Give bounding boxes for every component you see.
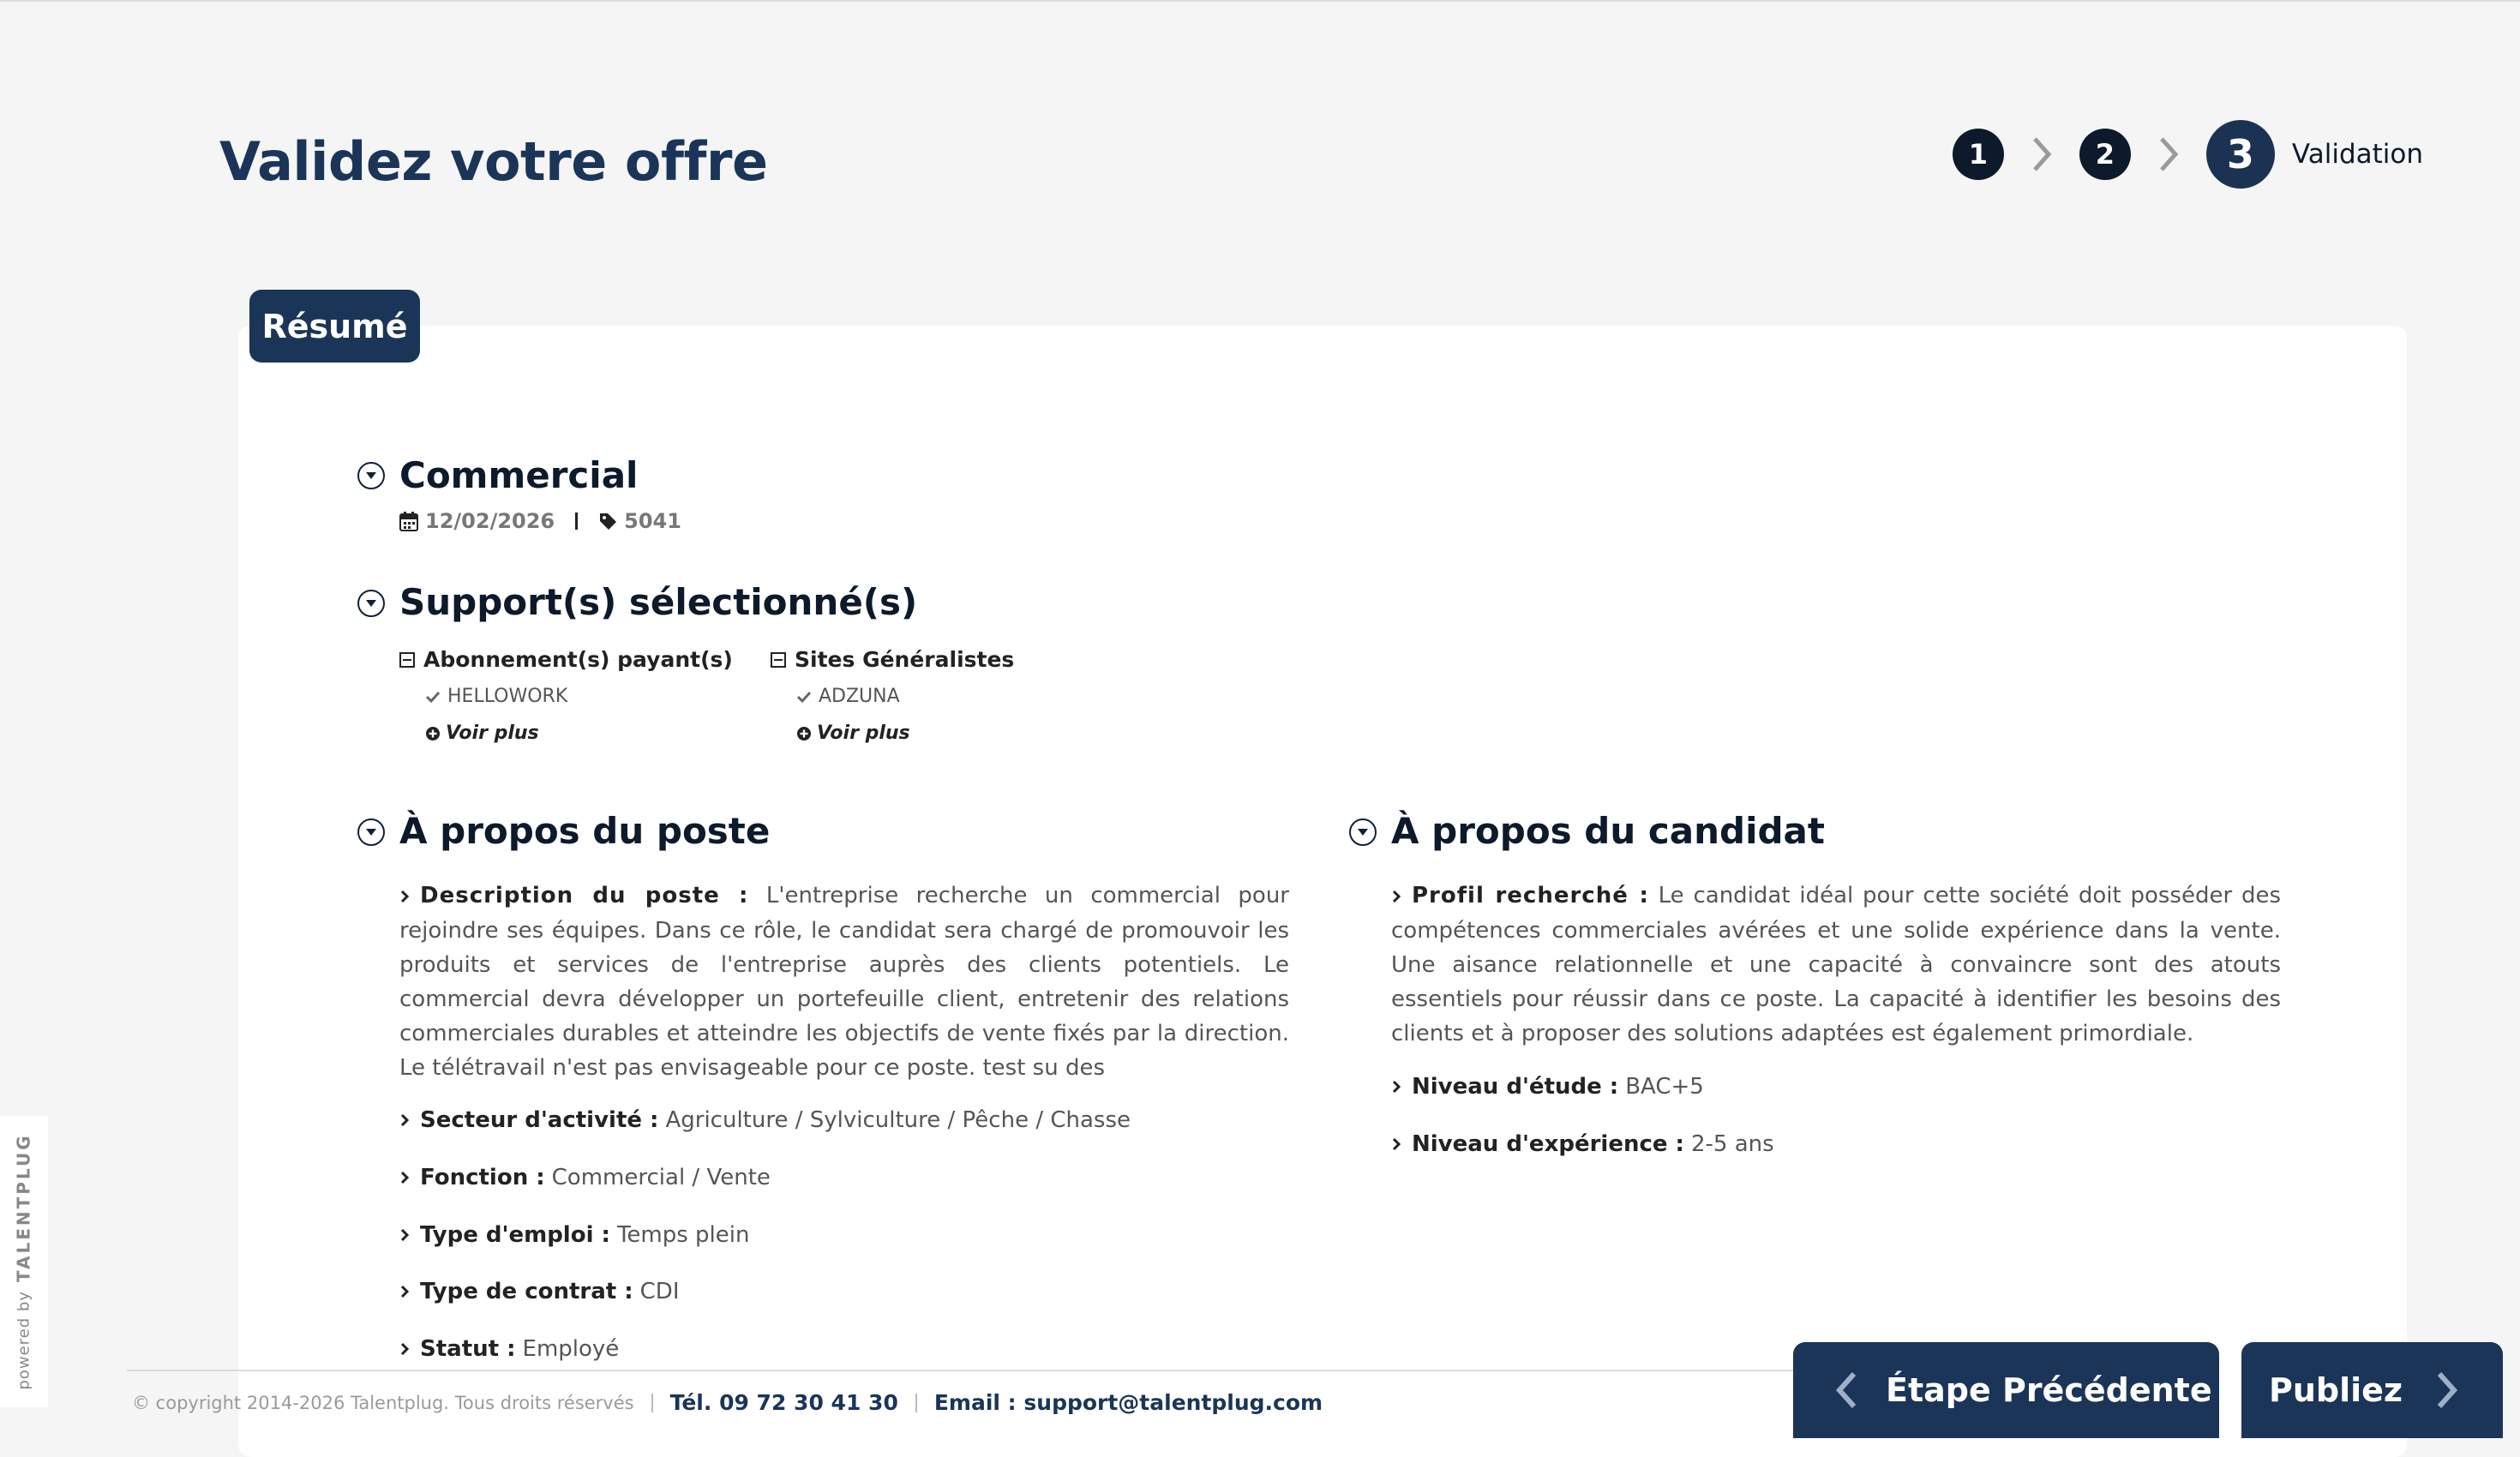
collapse-toggle-icon[interactable] bbox=[1349, 818, 1377, 846]
support-item: ADZUNA bbox=[796, 686, 1014, 707]
field-niveau-etude: Niveau d'étude : BAC+5 bbox=[1391, 1074, 1704, 1100]
stepper bbox=[1953, 118, 2423, 190]
talentplug-logo: TALENTPLUG bbox=[14, 1133, 34, 1283]
job-meta bbox=[399, 509, 681, 533]
chevron-right-icon bbox=[1391, 890, 1401, 903]
meta-divider bbox=[575, 513, 578, 530]
footer-email[interactable]: Email : support@talentplug.com bbox=[933, 1390, 1323, 1415]
collapse-square-icon bbox=[399, 652, 415, 668]
support-group bbox=[399, 647, 733, 744]
publish-label: Publiez bbox=[2269, 1371, 2403, 1409]
collapse-toggle-icon[interactable] bbox=[357, 590, 385, 617]
footer-copyright: © copyright 2014-2026 Talentplug. Tous droits réservés bbox=[132, 1392, 634, 1413]
chevron-right-icon bbox=[2004, 135, 2079, 173]
candidate-profile: Profil recherché : Le candidat idéal pour cette société doit posséder des compétences commerciales avérées et une solide expérience dans la vente. Une aisance relationnelle et une capacité à convaincre sont des atouts essentiels pour réussir dans ce poste. La capacité à identifier les besoins des clients et à proposer des solutions adaptées est également primordiale. bbox=[1391, 883, 2282, 1046]
plus-circle-icon bbox=[796, 726, 812, 741]
chevron-right-icon bbox=[2435, 1370, 2459, 1410]
chevron-right-icon bbox=[399, 1171, 410, 1184]
job-description: Description du poste : L'entreprise recherche un commercial pour rejoindre ses équipes. Dans ce rôle, le candidat sera chargé de promouvoir les produits et services de l'entreprise auprès des clients potentiels. Le commercial devra développer un portefeuille client, entretenir des relations commerciales durables et atteindre les objectifs de vente fixés par la direction. Le télétravail n'est pas envisageable pour ce poste. test su des bbox=[399, 883, 1289, 1081]
check-icon bbox=[796, 690, 812, 704]
tag-icon bbox=[598, 512, 617, 531]
poste-title: À propos du poste bbox=[399, 810, 771, 852]
footer-phone[interactable]: Tél. 09 72 30 41 30 bbox=[669, 1390, 898, 1415]
step-1[interactable]: 1 bbox=[1953, 129, 2004, 180]
chevron-right-icon bbox=[399, 1113, 410, 1127]
chevron-left-icon bbox=[1834, 1370, 1858, 1410]
voir-plus-link[interactable]: Voir plus bbox=[425, 723, 733, 744]
voir-plus-link[interactable]: Voir plus bbox=[796, 723, 1014, 744]
field-type-contrat: Type de contrat : CDI bbox=[399, 1279, 680, 1304]
powered-by-badge[interactable]: powered by TALENTPLUG bbox=[0, 1116, 48, 1407]
publish-button[interactable] bbox=[2241, 1342, 2503, 1438]
check-icon bbox=[425, 690, 441, 704]
collapse-toggle-icon[interactable] bbox=[357, 462, 385, 489]
page-title: Validez votre offre bbox=[219, 130, 768, 193]
field-type-emploi: Type d'emploi : Temps plein bbox=[399, 1222, 749, 1248]
step-3: 3 bbox=[2206, 120, 2275, 189]
chevron-right-icon bbox=[399, 1285, 410, 1298]
field-niveau-experience: Niveau d'expérience : 2-5 ans bbox=[1391, 1131, 1774, 1157]
support-group-header[interactable]: Abonnement(s) payant(s) bbox=[399, 647, 733, 672]
step-2[interactable]: 2 bbox=[2079, 129, 2131, 180]
chevron-right-icon bbox=[2131, 135, 2206, 173]
chevron-right-icon bbox=[399, 1228, 410, 1242]
support-group bbox=[771, 647, 1014, 744]
previous-step-button[interactable] bbox=[1793, 1342, 2219, 1438]
chevron-right-icon bbox=[1391, 1137, 1401, 1151]
step-label: Validation bbox=[2291, 139, 2423, 170]
calendar-icon bbox=[399, 511, 418, 531]
chevron-right-icon bbox=[1391, 1080, 1401, 1094]
candidat-title: À propos du candidat bbox=[1391, 810, 1825, 852]
field-secteur: Secteur d'activité : Agriculture / Sylviculture / Pêche / Chasse bbox=[399, 1107, 1131, 1133]
chevron-right-icon bbox=[399, 890, 410, 903]
summary-tab: Résumé bbox=[249, 290, 420, 363]
plus-circle-icon bbox=[425, 726, 441, 741]
collapse-toggle-icon[interactable] bbox=[357, 818, 385, 846]
previous-step-label: Étape Précédente bbox=[1886, 1371, 2212, 1409]
chevron-right-icon bbox=[399, 1342, 410, 1356]
support-item: HELLOWORK bbox=[425, 686, 733, 707]
top-divider bbox=[0, 0, 2520, 2]
support-group-header[interactable]: Sites Généralistes bbox=[771, 647, 1014, 672]
collapse-square-icon bbox=[771, 652, 786, 668]
footer-divider bbox=[915, 1394, 917, 1412]
job-title: Commercial bbox=[399, 454, 639, 496]
footer-divider bbox=[651, 1394, 653, 1412]
supports-title: Support(s) sélectionné(s) bbox=[399, 581, 918, 623]
field-fonction: Fonction : Commercial / Vente bbox=[399, 1165, 771, 1190]
job-reference: 5041 bbox=[624, 509, 681, 533]
footer bbox=[127, 1370, 1841, 1440]
field-statut: Statut : Employé bbox=[399, 1336, 619, 1362]
job-date: 12/02/2026 bbox=[425, 509, 555, 533]
